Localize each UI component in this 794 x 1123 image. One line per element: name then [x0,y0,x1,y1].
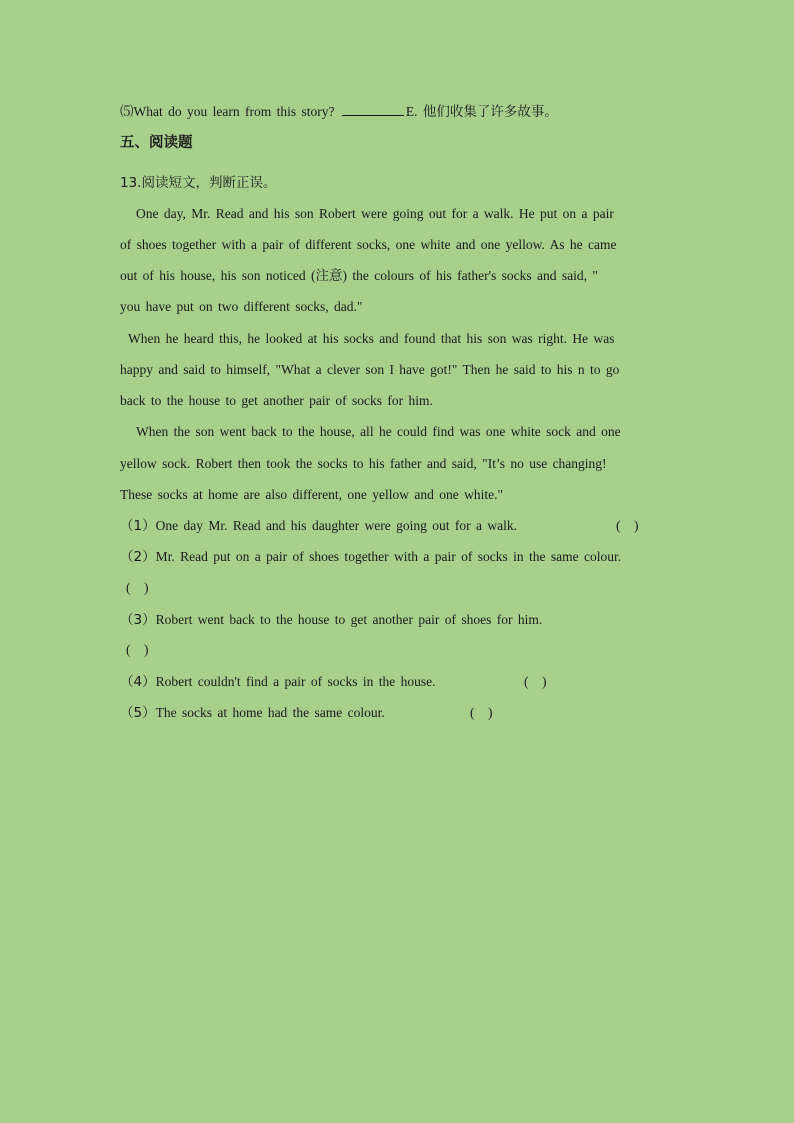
statement-text: Robert couldn't find a pair of socks in the house. [155,674,436,689]
passage-line: happy and said to himself, "What a clever son I have got!" Then he said to his n to go [120,362,620,377]
statement-text: Mr. Read put on a pair of shoes together with a pair of socks in the same colour. [155,549,622,564]
answer-paren-3[interactable]: ( ) [126,642,149,657]
section-heading: 五、阅读题 [120,135,193,151]
answer-paren-4[interactable]: ( ) [524,674,547,689]
passage-line: When he heard this, he looked at his socks and found that his son was right. He was [128,331,615,346]
answer-paren-2[interactable]: ( ) [126,580,149,595]
statement-3 [120,611,680,629]
question-13-instruction: 13.阅读短文，判断正误。 [120,175,277,191]
answer-option-letter: E. [405,104,418,119]
answer-paren-5[interactable]: ( ) [470,705,493,720]
statement-text: One day Mr. Read and his daughter were going out for a walk. [155,518,518,533]
statement-number: （4） [120,674,156,690]
answer-blank[interactable] [342,103,404,116]
statement-number: （3） [120,612,156,628]
statement-number: （2） [120,549,156,565]
answer-paren-1[interactable]: ( ) [616,518,639,533]
passage-line: out of his house, his son noticed (注意) the colours of his father's socks and said, " [120,268,598,283]
answer-option-text: 他们收集了许多故事。 [422,104,558,120]
question-5-row [120,103,680,121]
statement-text: Robert went back to the house to get another pair of shoes for him. [155,612,543,627]
passage-line: These socks at home are also different, one yellow and one white." [120,487,504,502]
passage-line: One day, Mr. Read and his son Robert were going out for a walk. He put on a pair [136,206,614,221]
statement-text: The socks at home had the same colour. [155,705,385,720]
statement-number: （1） [120,518,156,534]
statement-4 [120,673,680,691]
question-number: ⑸ [120,104,134,120]
passage-line: yellow sock. Robert then took the socks to his father and said, "It’s no use changing! [120,456,607,471]
statement-1 [120,517,680,535]
question-text: What do you learn from this story? [133,104,335,119]
statement-2 [120,548,680,566]
statement-number: （5） [120,705,156,721]
passage-line: When the son went back to the house, all he could find was one white sock and one [136,424,621,439]
passage-line: you have put on two different socks, dad." [120,299,363,314]
statement-5 [120,704,680,722]
passage-line: of shoes together with a pair of different socks, one white and one yellow. As he came [120,237,617,252]
passage-line: back to the house to get another pair of socks for him. [120,393,433,408]
